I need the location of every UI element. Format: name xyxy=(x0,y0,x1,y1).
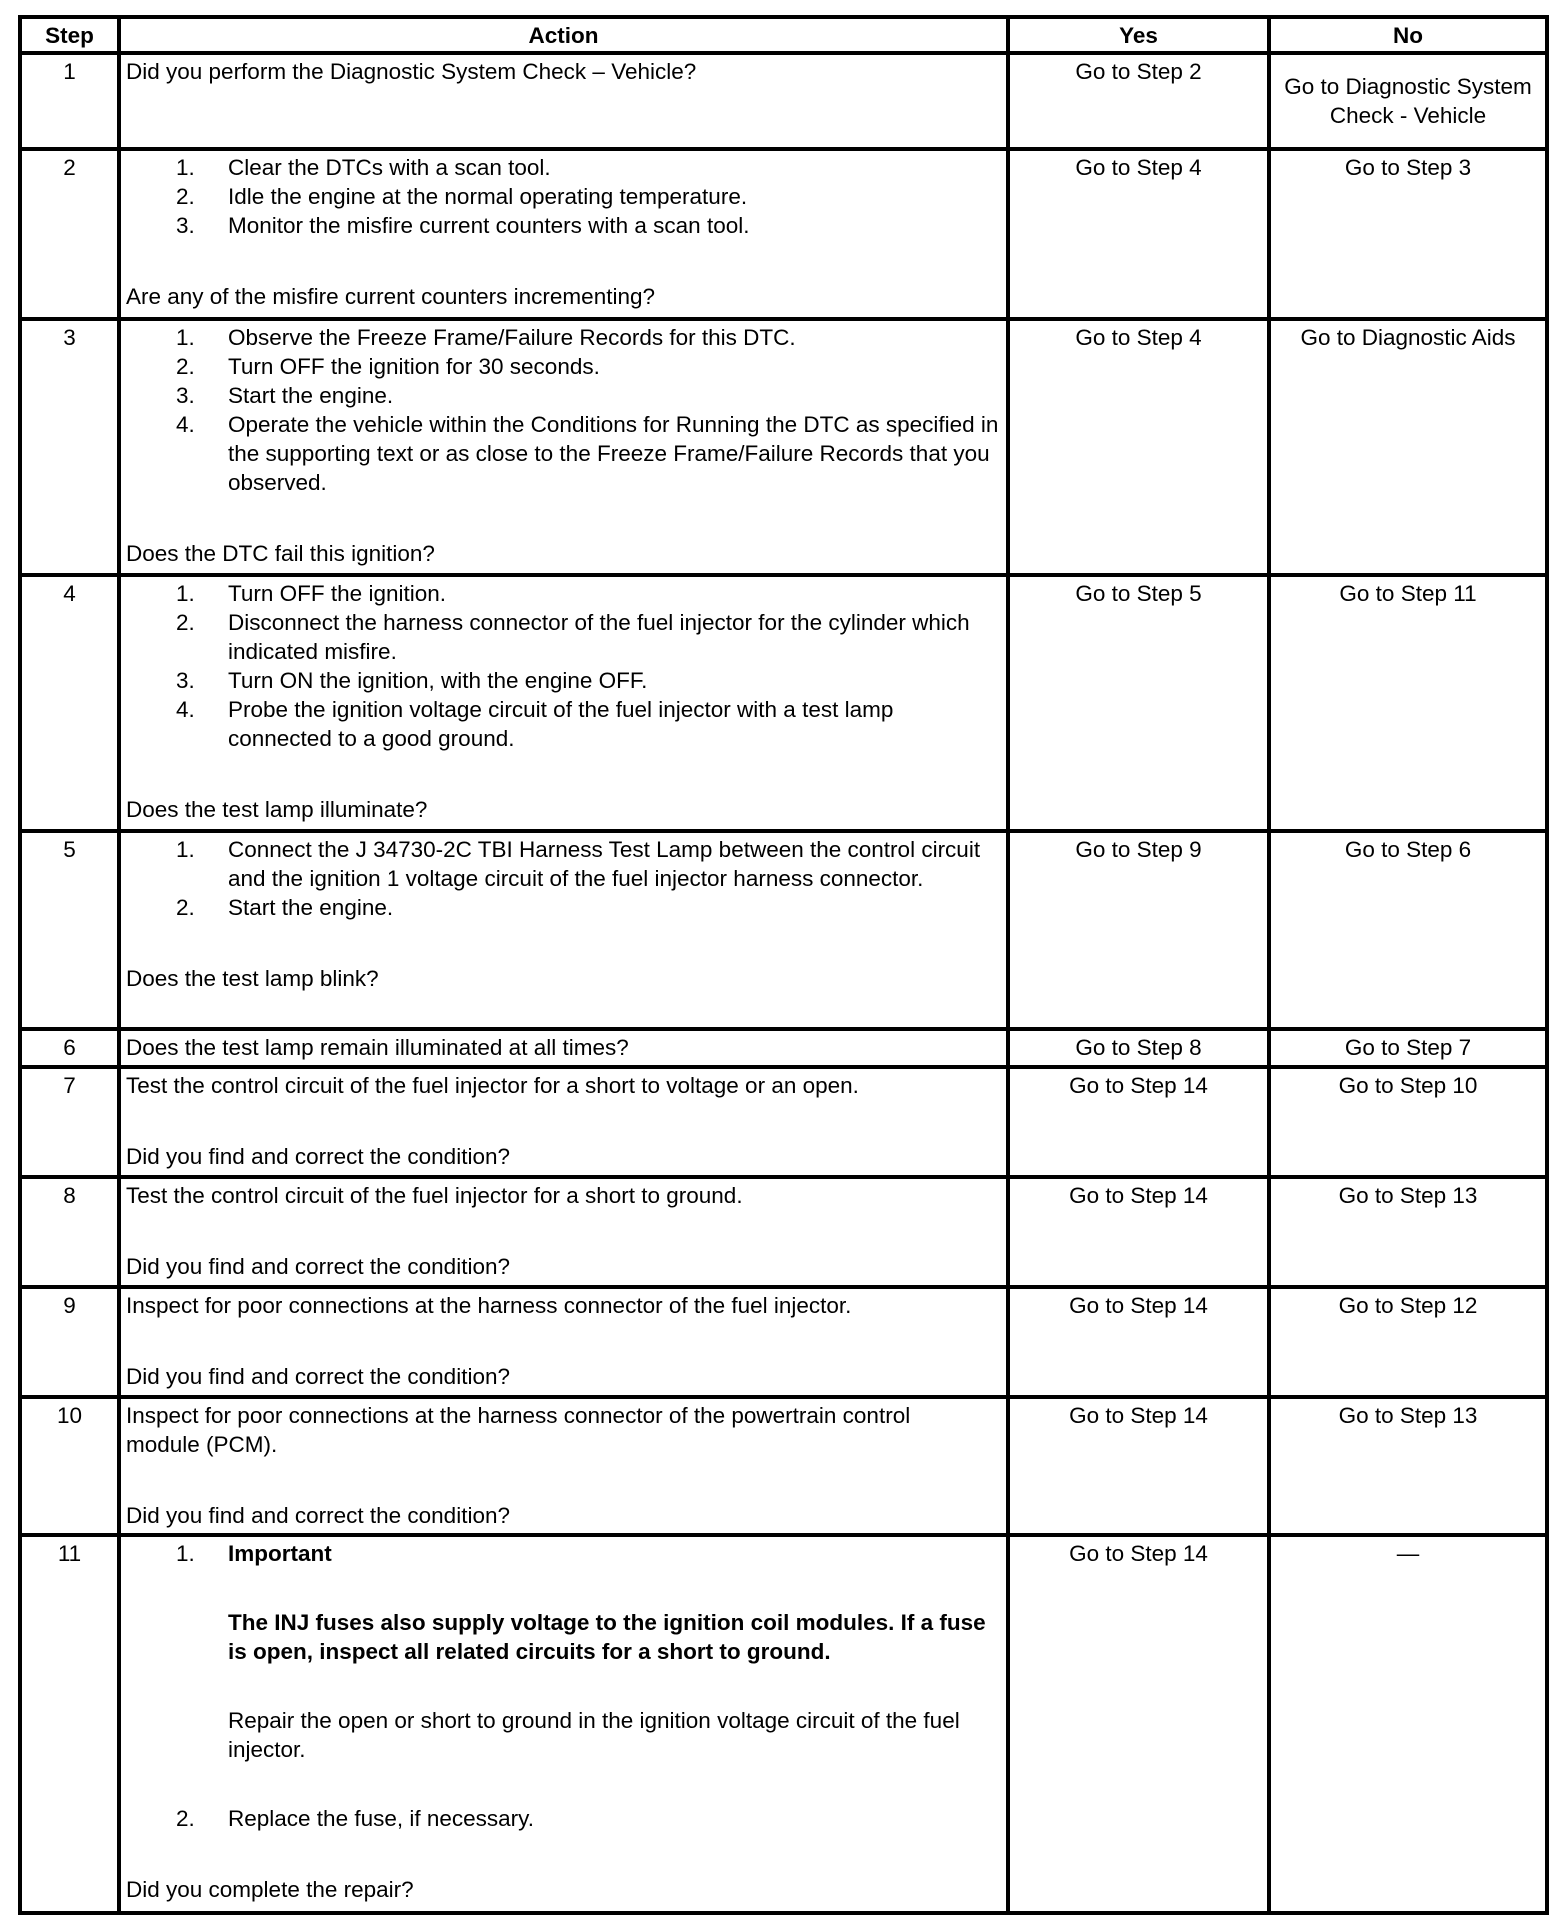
action-cell xyxy=(119,1029,1008,1067)
action-question: Did you find and correct the condition? xyxy=(126,1144,510,1169)
yes-outcome: Go to Step 4 xyxy=(1008,149,1269,319)
action-question: Are any of the misfire current counters incrementing? xyxy=(126,284,655,309)
step-number: 11 xyxy=(20,1535,119,1913)
step-number: 2 xyxy=(20,149,119,319)
no-outcome: Go to Step 12 xyxy=(1269,1287,1547,1397)
list-item: 1. Important The INJ fuses also supply voltage to the ignition coil modules. If a fuse is open, inspect all related circuits for a short to ground. Repair the open or short to ground in the ignition voltage circuit of the fuel injector. xyxy=(126,1539,1001,1804)
diagnostic-table-container xyxy=(18,15,1545,1915)
header-step: Step xyxy=(20,17,119,53)
list-item: 2. Disconnect the harness connector of the fuel injector for the cylinder which indicated misfire. xyxy=(176,610,970,664)
action-question: Does the test lamp remain illuminated at all times? xyxy=(126,1035,629,1060)
step-number: 4 xyxy=(20,575,119,831)
table-row xyxy=(20,149,1547,319)
table-row xyxy=(20,1287,1547,1397)
list-item: 2. Start the engine. xyxy=(176,895,394,920)
action-list xyxy=(126,1539,1001,1833)
yes-outcome: Go to Step 5 xyxy=(1008,575,1269,831)
action-list xyxy=(126,153,1001,240)
action-instruction: Inspect for poor connections at the harness connector of the fuel injector. xyxy=(126,1293,852,1318)
action-question: Did you perform the Diagnostic System Check – Vehicle? xyxy=(126,59,697,84)
action-cell xyxy=(119,1287,1008,1397)
action-instruction: Test the control circuit of the fuel injector for a short to voltage or an open. xyxy=(126,1073,859,1098)
table-row xyxy=(20,1397,1547,1535)
step-number: 7 xyxy=(20,1067,119,1177)
action-question: Did you find and correct the condition? xyxy=(126,1364,510,1389)
no-outcome: Go to Step 13 xyxy=(1269,1177,1547,1287)
table-row xyxy=(20,1177,1547,1287)
diagnostic-table xyxy=(18,15,1549,1915)
step-number: 10 xyxy=(20,1397,119,1535)
list-item: 2. Replace the fuse, if necessary. xyxy=(176,1806,534,1831)
important-note: The INJ fuses also supply voltage to the ignition coil modules. If a fuse is open, inspect all related circuits for a short to ground. xyxy=(228,1610,986,1664)
no-outcome: Go to Step 6 xyxy=(1269,831,1547,1029)
action-cell xyxy=(119,53,1008,149)
action-question: Does the test lamp blink? xyxy=(126,966,379,991)
repair-instruction: Repair the open or short to ground in the ignition voltage circuit of the fuel injector. xyxy=(228,1708,960,1762)
yes-outcome: Go to Step 14 xyxy=(1008,1535,1269,1913)
step-number: 1 xyxy=(20,53,119,149)
table-row xyxy=(20,1535,1547,1913)
list-item: 3. Turn ON the ignition, with the engine OFF. xyxy=(176,668,648,693)
table-row xyxy=(20,575,1547,831)
yes-outcome: Go to Step 14 xyxy=(1008,1177,1269,1287)
important-label: Important xyxy=(228,1541,332,1566)
table-row xyxy=(20,831,1547,1029)
yes-outcome: Go to Step 9 xyxy=(1008,831,1269,1029)
table-row xyxy=(20,53,1547,149)
list-item: 1. Observe the Freeze Frame/Failure Records for this DTC. xyxy=(176,325,796,350)
no-outcome: Go to Step 13 xyxy=(1269,1397,1547,1535)
table-row xyxy=(20,1067,1547,1177)
yes-outcome: Go to Step 4 xyxy=(1008,319,1269,575)
action-cell xyxy=(119,149,1008,319)
list-item: 1. Clear the DTCs with a scan tool. xyxy=(176,155,551,180)
action-question: Did you find and correct the condition? xyxy=(126,1254,510,1279)
action-cell xyxy=(119,1177,1008,1287)
action-question: Does the test lamp illuminate? xyxy=(126,797,428,822)
action-question: Did you find and correct the condition? xyxy=(126,1503,510,1528)
list-item: 4. Probe the ignition voltage circuit of the fuel injector with a test lamp connected to a good ground. xyxy=(176,697,894,751)
no-outcome: — xyxy=(1269,1535,1547,1913)
step-number: 3 xyxy=(20,319,119,575)
table-row xyxy=(20,1029,1547,1067)
action-question: Does the DTC fail this ignition? xyxy=(126,541,435,566)
yes-outcome: Go to Step 2 xyxy=(1008,53,1269,149)
no-outcome: Go to Diagnostic Aids xyxy=(1269,319,1547,575)
action-list xyxy=(126,323,1001,497)
no-outcome: Go to Step 3 xyxy=(1269,149,1547,319)
list-item: 1. Connect the J 34730-2C TBI Harness Test Lamp between the control circuit and the ignition 1 voltage circuit of the fuel injector harness connector. xyxy=(176,837,981,891)
list-item: 2. Turn OFF the ignition for 30 seconds. xyxy=(176,354,600,379)
list-item: 3. Monitor the misfire current counters with a scan tool. xyxy=(176,213,750,238)
action-list xyxy=(126,835,1001,922)
step-number: 6 xyxy=(20,1029,119,1067)
header-yes: Yes xyxy=(1008,17,1269,53)
list-item: 3. Start the engine. xyxy=(176,383,394,408)
list-item: 1. Turn OFF the ignition. xyxy=(176,581,447,606)
list-item: 2. Idle the engine at the normal operating temperature. xyxy=(176,184,748,209)
action-cell xyxy=(119,1397,1008,1535)
action-cell xyxy=(119,831,1008,1029)
yes-outcome: Go to Step 14 xyxy=(1008,1067,1269,1177)
action-list xyxy=(126,579,1001,753)
step-number: 9 xyxy=(20,1287,119,1397)
table-row xyxy=(20,319,1547,575)
yes-outcome: Go to Step 14 xyxy=(1008,1287,1269,1397)
yes-outcome: Go to Step 14 xyxy=(1008,1397,1269,1535)
no-outcome: Go to Diagnostic System Check - Vehicle xyxy=(1269,53,1547,149)
action-cell xyxy=(119,1067,1008,1177)
no-outcome: Go to Step 11 xyxy=(1269,575,1547,831)
action-instruction: Inspect for poor connections at the harness connector of the powertrain control module (PCM). xyxy=(126,1403,911,1457)
no-outcome: Go to Step 7 xyxy=(1269,1029,1547,1067)
yes-outcome: Go to Step 8 xyxy=(1008,1029,1269,1067)
action-instruction: Test the control circuit of the fuel injector for a short to ground. xyxy=(126,1183,743,1208)
header-no: No xyxy=(1269,17,1547,53)
no-outcome: Go to Step 10 xyxy=(1269,1067,1547,1177)
step-number: 8 xyxy=(20,1177,119,1287)
action-cell xyxy=(119,1535,1008,1913)
table-header-row xyxy=(20,17,1547,53)
step-number: 5 xyxy=(20,831,119,1029)
action-cell xyxy=(119,319,1008,575)
list-item: 4. Operate the vehicle within the Conditions for Running the DTC as specified in the supporting text or as close to the Freeze Frame/Failure Records that you observed. xyxy=(176,412,999,495)
header-action: Action xyxy=(119,17,1008,53)
action-cell xyxy=(119,575,1008,831)
action-question: Did you complete the repair? xyxy=(126,1877,414,1902)
